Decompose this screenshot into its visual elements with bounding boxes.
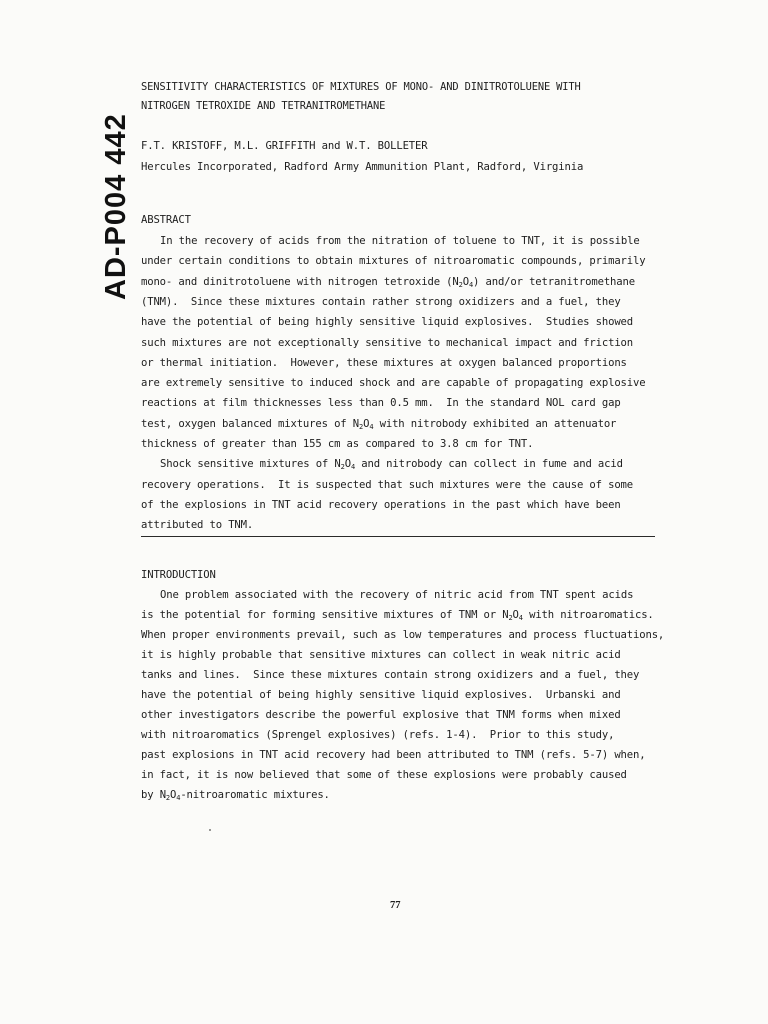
- paper-title-line-1: SENSITIVITY CHARACTERISTICS OF MIXTURES OF MONO- AND DINITROTOLUENE WITH: [141, 81, 581, 93]
- affiliation: Hercules Incorporated, Radford Army Ammunition Plant, Radford, Virginia: [141, 161, 584, 173]
- introduction-line: is the potential for forming sensitive mixtures of TNM or $N_2O_4$ with nitroaromatics.: [141, 609, 654, 622]
- abstract-line: of the explosions in TNT acid recovery operations in the past which have been: [141, 498, 621, 511]
- paper-title-line-2: NITROGEN TETROXIDE AND TETRANITROMETHANE: [141, 100, 386, 112]
- abstract-line: test, oxygen balanced mixtures of $N_2O_4$ with nitrobody exhibited an attenuator: [141, 417, 617, 431]
- introduction-line: by $N_2O_4$-nitroaromatic mixtures.: [141, 789, 330, 802]
- abstract-line: such mixtures are not exceptionally sensitive to mechanical impact and friction: [141, 336, 634, 349]
- introduction-line: When proper environments prevail, such as low temperatures and process fluctuations,: [141, 629, 665, 641]
- accession-stamp: AD-P004 442: [100, 113, 132, 300]
- section-divider: [141, 536, 655, 537]
- abstract-line: thickness of greater than 155 cm as compared to 3.8 cm for TNT.: [141, 438, 534, 450]
- abstract-line: In the recovery of acids from the nitration of toluene to TNT, it is possible: [160, 235, 640, 247]
- introduction-line: other investigators describe the powerful explosive that TNM forms when mixed: [141, 709, 621, 721]
- introduction-line: past explosions in TNT acid recovery had been attributed to TNM (refs. 5-7) when,: [141, 749, 646, 761]
- introduction-line: One problem associated with the recovery of nitric acid from TNT spent acids: [160, 589, 634, 601]
- abstract-line: recovery operations. It is suspected that such mixtures were the cause of some: [141, 478, 634, 491]
- introduction-heading: INTRODUCTION: [141, 569, 216, 581]
- introduction-line: it is highly probable that sensitive mixtures can collect in weak nitric acid: [141, 649, 621, 661]
- abstract-line: attributed to TNM.: [141, 519, 254, 532]
- introduction-line: in fact, it is now believed that some of these explosions were probably caused: [141, 769, 627, 781]
- abstract-line: or thermal initiation. However, these mixtures at oxygen balanced proportions: [141, 356, 627, 369]
- abstract-line: Shock sensitive mixtures of $N_2O_4$ and nitrobody can collect in fume and acid: [160, 458, 623, 472]
- abstract-line: mono- and dinitrotoluene with nitrogen tetroxide $(N_2O_4)$ and/or tetranitromethane: [141, 275, 635, 289]
- introduction-line: have the potential of being highly sensitive liquid explosives. Urbanski and: [141, 689, 621, 701]
- abstract-heading: ABSTRACT: [141, 214, 191, 226]
- abstract-line: reactions at film thicknesses less than 0.5 mm. In the standard NOL card gap: [141, 397, 621, 410]
- abstract-line: have the potential of being highly sensitive liquid explosives. Studies showed: [141, 316, 634, 329]
- abstract-line: (TNM). Since these mixtures contain rather strong oxidizers and a fuel, they: [141, 295, 621, 308]
- introduction-line: tanks and lines. Since these mixtures contain strong oxidizers and a fuel, they: [141, 669, 640, 681]
- authors: F.T. KRISTOFF, M.L. GRIFFITH and W.T. BOLLETER: [141, 140, 428, 152]
- introduction-line: with nitroaromatics (Sprengel explosives) (refs. 1-4). Prior to this study,: [141, 729, 615, 741]
- scan-speck: [209, 829, 211, 831]
- abstract-line: are extremely sensitive to induced shock and are capable of propagating explosive: [141, 377, 646, 390]
- abstract-line: under certain conditions to obtain mixtures of nitroaromatic compounds, primarily: [141, 255, 646, 268]
- page-number: 77: [390, 900, 401, 911]
